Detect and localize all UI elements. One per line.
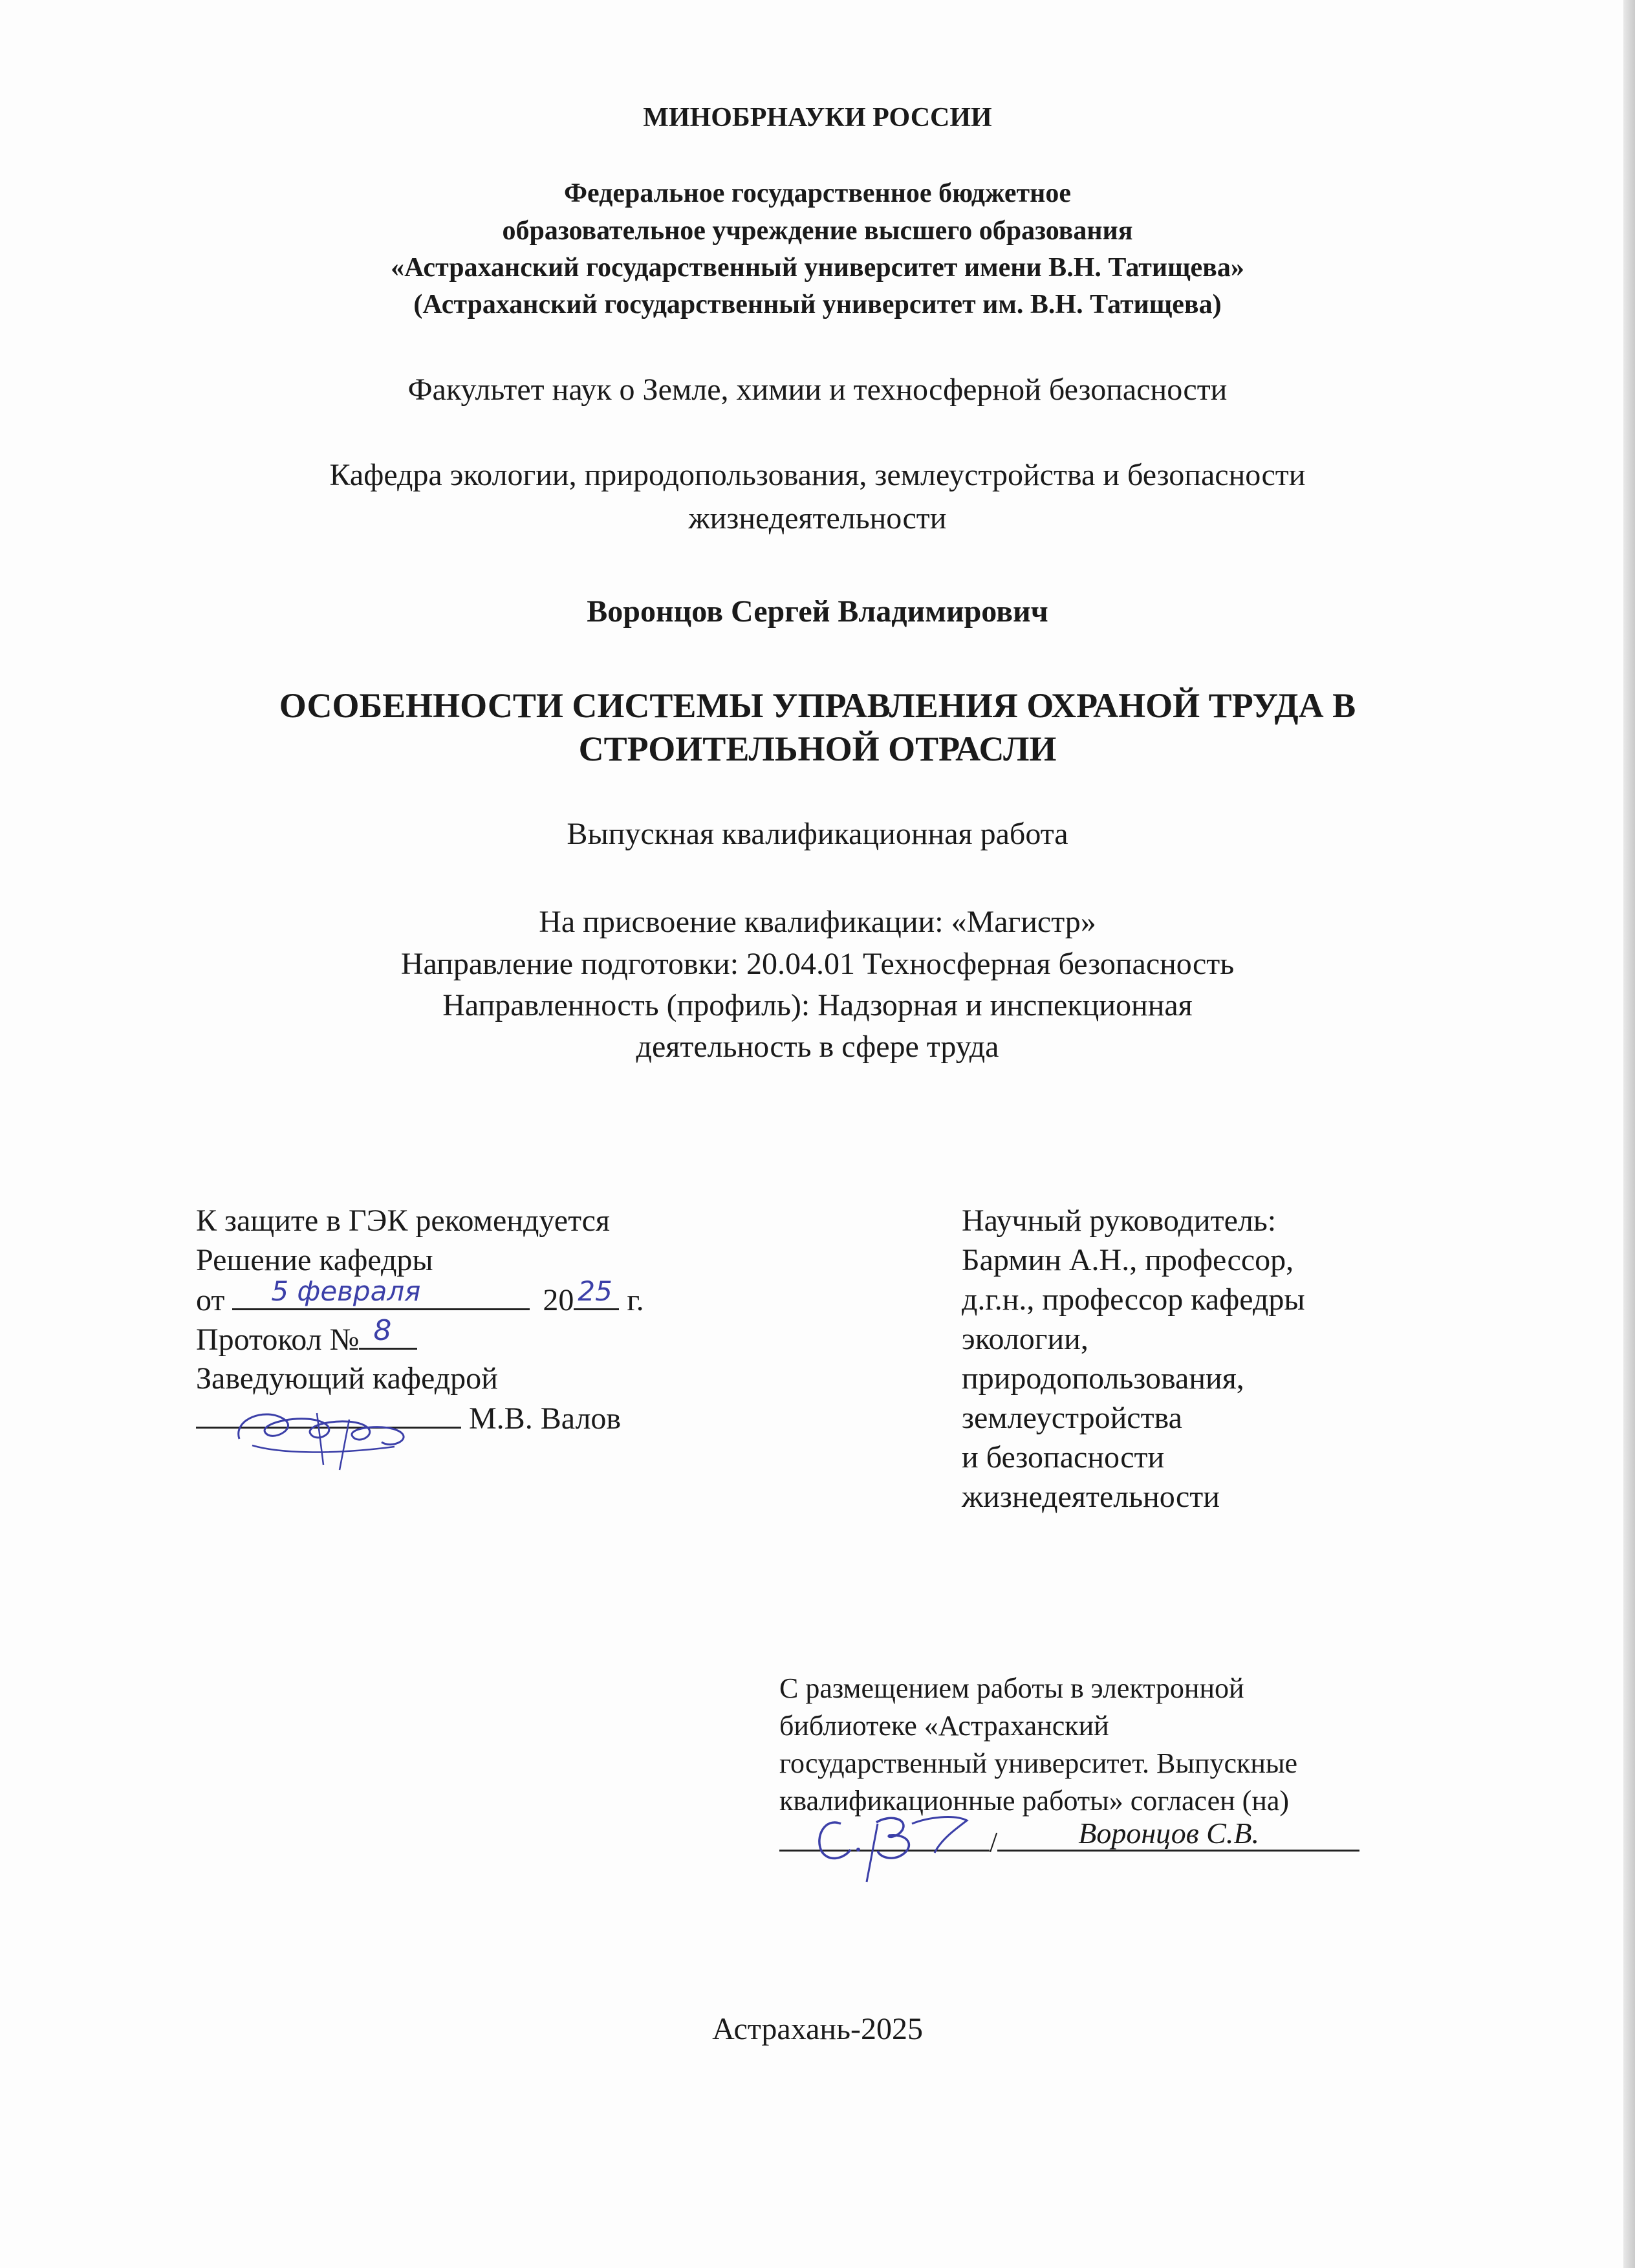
consent-name: Воронцов С.В. [1078,1817,1259,1850]
work-type: Выпускная квалификационная работа [567,817,1068,851]
supervisor-line-5: природопользования, [962,1361,1244,1396]
consent-line-1: С размещением работы в электронной [779,1672,1244,1704]
institution-line-2: образовательное учреждение высшего образования [502,216,1133,246]
handwritten-protocol-number: 8 [373,1314,392,1347]
year-field [574,1275,619,1310]
faculty-line: Факультет наук о Земле, химии и техносферной безопасности [407,373,1228,407]
consent-line-2: библиотеке «Астраханский [779,1710,1109,1742]
author-name: Воронцов Сергей Владимирович [587,594,1048,629]
supervisor-label: Научный руководитель: [962,1204,1277,1238]
handwritten-year: 25 [578,1275,612,1307]
supervisor-block [962,1201,1305,1517]
department-line-1: Кафедра экологии, природопользования, землеустройства и безопасности [329,458,1306,492]
direction-line: Направление подготовки: 20.04.01 Техносферная безопасность [400,947,1235,981]
supervisor-line-6: землеустройства [962,1401,1182,1435]
profile-line-2: деятельность в сфере труда [636,1030,999,1064]
supervisor-line-8: жизнедеятельности [962,1480,1220,1514]
profile-line-1: Направленность (профиль): Надзорная и инспекционная [442,988,1193,1022]
handwritten-date: 5 февраля [271,1275,421,1307]
institution-line-4: (Астраханский государственный университет им. В.Н. Татищева) [413,290,1222,319]
ministry-heading: МИНОБРНАУКИ РОССИИ [643,103,992,133]
head-signature-row: М.В. Валов [196,1398,644,1438]
consent-signature-row: / Воронцов С.В. [779,1822,1359,1860]
city-year: Астрахань-2025 [712,2012,923,2046]
head-signature [226,1394,420,1471]
consent-line-4: квалификационные работы» согласен (на) [779,1785,1290,1817]
consent-name-field [997,1817,1359,1852]
scan-edge [1623,0,1635,2268]
approval-decision: Решение кафедры [196,1243,433,1277]
institution-line-3: «Астраханский государственный университет имени В.Н. Татищева» [391,253,1244,283]
qualification-line: На присвоение квалификации: «Магистр» [539,905,1096,939]
supervisor-line-7: и безопасности [962,1440,1165,1474]
supervisor-line-2: Бармин А.Н., профессор, [962,1243,1294,1277]
protocol-field [359,1314,417,1350]
thesis-title-line-1: ОСОБЕННОСТИ СИСТЕМЫ УПРАВЛЕНИЯ ОХРАНОЙ ТРУДА В [279,686,1356,725]
approval-date-row: от 5 февраля 20 25 г. [196,1280,644,1319]
department-line-2: жизнедеятельности [688,501,947,535]
consent-line-3: государственный университет. Выпускные [779,1747,1298,1779]
protocol-row: Протокол № 8 [196,1319,644,1359]
supervisor-line-3: д.г.н., профессор кафедры [962,1282,1305,1317]
supervisor-line-4: экологии, [962,1322,1088,1356]
approval-recommend: К защите в ГЭК рекомендуется [196,1204,611,1238]
student-signature [805,1804,973,1888]
thesis-title-line-2: СТРОИТЕЛЬНОЙ ОТРАСЛИ [578,729,1057,768]
institution-line-1: Федеральное государственное бюджетное [563,178,1072,208]
head-of-department-label: Заведующий кафедрой [196,1361,498,1396]
